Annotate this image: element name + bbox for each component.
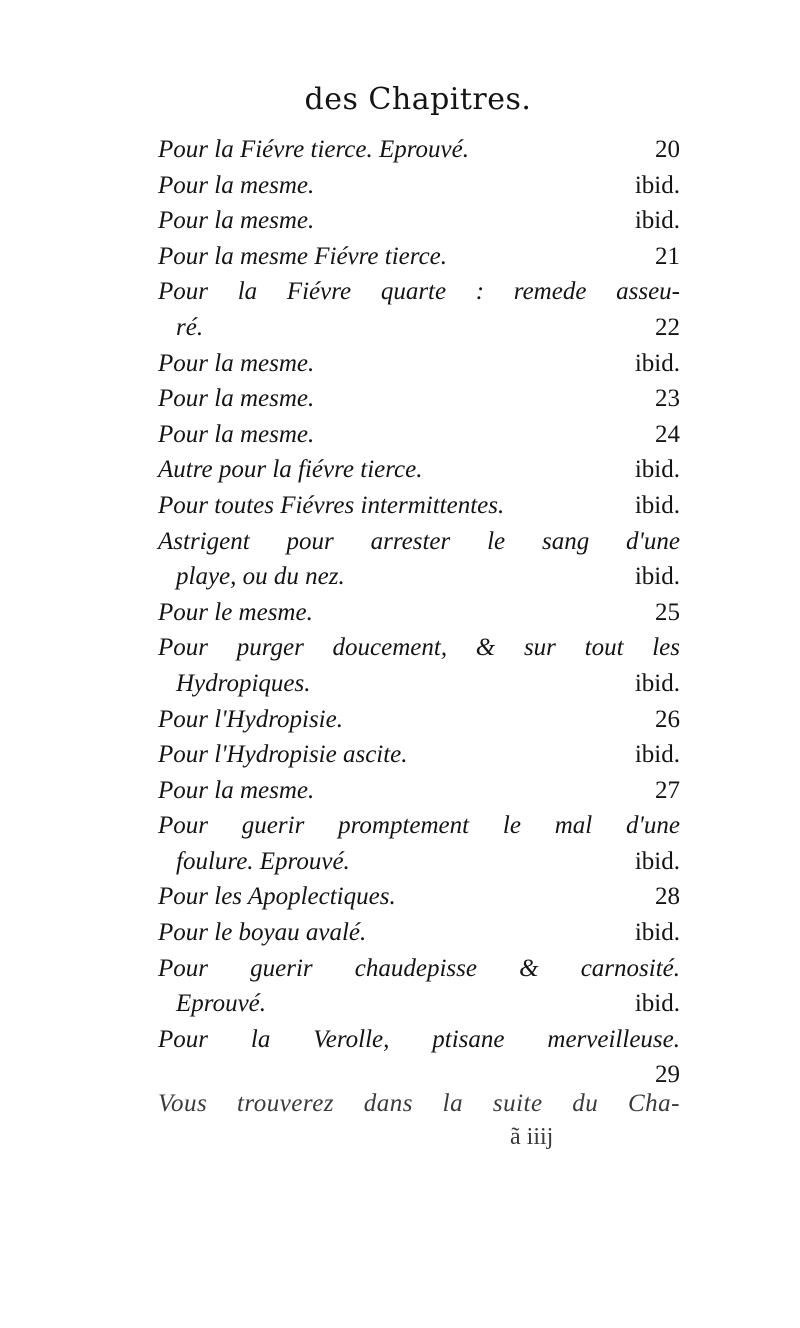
toc-entry — [158, 951, 680, 987]
toc-entry-text: Pour la Verolle, ptisane merveilleuse. — [158, 1025, 680, 1053]
toc-entry-page: 24 — [655, 420, 680, 448]
toc-entry-continuation — [158, 1057, 680, 1093]
toc-entry-page: 28 — [655, 883, 680, 911]
toc-entry-page: ibid. — [634, 207, 680, 235]
toc-entry-page: 29 — [655, 1061, 680, 1089]
toc-entry-text: Pour purger doucement, & sur tout les — [158, 634, 680, 662]
toc-entry — [158, 239, 680, 275]
toc-entry-text: Pour les Apoplectiques. — [158, 883, 396, 911]
toc-entry-text: Pour l'Hydropisie. — [158, 705, 343, 733]
toc-entry-text: Pour le mesme. — [158, 598, 313, 626]
toc-entry — [158, 524, 680, 560]
toc-entry-page: 22 — [655, 313, 680, 341]
toc-entry — [158, 1022, 680, 1058]
toc-entry-text: Astrigent pour arrester le sang d'une — [158, 527, 680, 555]
toc-entry-page: ibid. — [634, 171, 680, 199]
toc-entry-text: playe, ou du nez. — [176, 563, 345, 591]
toc-entry-page: ibid. — [634, 990, 680, 1018]
toc-entry — [158, 452, 680, 488]
toc-entry — [158, 595, 680, 631]
toc-entry-text: Pour la Fiévre quarte : remede asseu- — [158, 278, 680, 306]
toc-entry-text: Pour la mesme. — [158, 385, 315, 413]
toc-entry-continuation — [158, 666, 680, 702]
toc-entry — [158, 773, 680, 809]
toc-entry-text: Pour la mesme. — [158, 349, 315, 377]
toc-entry-page: ibid. — [634, 456, 680, 484]
toc-entry-text: Autre pour la fiévre tierce. — [158, 456, 423, 484]
toc-entry-text: Pour l'Hydropisie ascite. — [158, 741, 408, 769]
toc-entry-page: 23 — [655, 385, 680, 413]
toc-entry-text: Pour la mesme. — [158, 420, 315, 448]
toc-entry — [158, 702, 680, 738]
toc-entry-continuation — [158, 986, 680, 1022]
toc-entry-continuation — [158, 844, 680, 880]
toc-entry — [158, 132, 680, 168]
toc-entry-page: ibid. — [634, 349, 680, 377]
toc-entry-text: Pour guerir chaudepisse & carnosité. — [158, 954, 680, 982]
toc-entry-text: ré. — [176, 313, 204, 341]
toc-entry-text: Pour la mesme Fiévre tierce. — [158, 242, 448, 270]
toc-entry — [158, 915, 680, 951]
toc-entry-page: 26 — [655, 705, 680, 733]
toc-entry — [158, 203, 680, 239]
toc-entry-text: Pour la mesme. — [158, 171, 315, 199]
toc-entry — [158, 346, 680, 382]
toc-entry — [158, 488, 680, 524]
table-of-contents — [158, 132, 680, 1093]
toc-entry-page: 20 — [655, 136, 680, 163]
toc-entry-text: Pour la mesme. — [158, 776, 315, 804]
toc-entry-page: ibid. — [634, 563, 680, 591]
toc-entry-text: Pour guerir promptement le mal d'une — [158, 812, 680, 840]
toc-entry-page: 25 — [655, 598, 680, 626]
toc-entry-continuation — [158, 310, 680, 346]
toc-entry — [158, 737, 680, 773]
toc-entry — [158, 417, 680, 453]
toc-entry-text: Pour la Fiévre tierce. Eprouvé. — [158, 136, 469, 163]
toc-entry-text: Pour toutes Fiévres intermittentes. — [158, 491, 505, 519]
toc-entry-text: Eprouvé. — [176, 990, 267, 1018]
page-header — [0, 82, 800, 117]
toc-entry-continuation — [158, 559, 680, 595]
toc-entry-text: foulure. Eprouvé. — [176, 847, 350, 875]
toc-entry — [158, 381, 680, 417]
toc-entry — [158, 808, 680, 844]
catchline: Vous trouverez dans la suite du Cha- — [158, 1090, 680, 1117]
toc-entry-page: ibid. — [634, 919, 680, 947]
toc-entry-page: ibid. — [634, 491, 680, 519]
signature-mark: ã iiij — [510, 1124, 554, 1150]
toc-entry — [158, 630, 680, 666]
toc-entry-page: ibid. — [634, 741, 680, 769]
header-title: des Chapitres. — [304, 82, 532, 117]
toc-entry — [158, 168, 680, 204]
toc-entry-page: 27 — [655, 776, 680, 804]
toc-entry-page: ibid. — [634, 669, 680, 697]
toc-entry-text: Pour la mesme. — [158, 207, 315, 235]
toc-entry-text: Pour le boyau avalé. — [158, 919, 367, 947]
toc-entry-page: ibid. — [634, 847, 680, 875]
toc-entry-page: 21 — [655, 242, 680, 270]
toc-entry — [158, 879, 680, 915]
toc-entry-text: Hydropiques. — [176, 669, 311, 697]
toc-entry — [158, 274, 680, 310]
